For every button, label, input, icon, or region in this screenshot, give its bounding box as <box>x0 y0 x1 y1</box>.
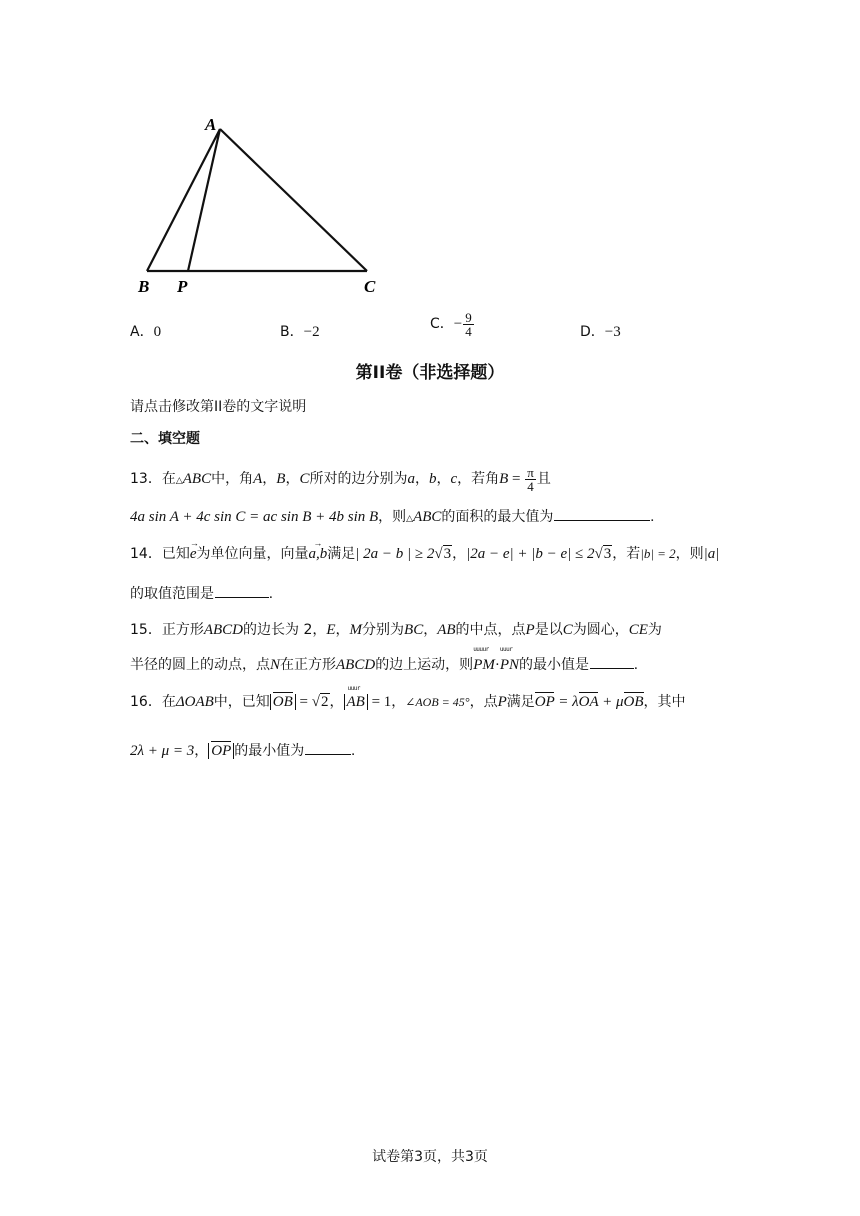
text: ， <box>262 470 277 487</box>
text: 为圆心， <box>572 622 629 638</box>
math: AB <box>437 622 456 638</box>
text: ，若 <box>612 546 641 562</box>
math: OB <box>623 694 644 710</box>
text: 为单位向量，向量 <box>196 546 309 562</box>
math-equation: 2λ + μ = 3 <box>130 743 195 759</box>
math: · <box>494 657 500 673</box>
math: a <box>407 470 415 487</box>
option-a <box>130 321 161 341</box>
section-title: 第II卷（非选择题） <box>355 363 505 383</box>
vector-e: → e <box>190 544 197 564</box>
text: 的最小值是 <box>519 657 590 673</box>
triangle-symbol: △ <box>175 474 183 485</box>
math: OA <box>578 694 599 710</box>
math-inequality: |2a − e| + |b − e| ≤ 2 <box>466 546 595 562</box>
math: N <box>270 657 281 673</box>
text: ，则 <box>675 546 704 562</box>
text: ， <box>335 622 350 638</box>
vector-pn <box>499 646 520 675</box>
text: 所对的边分别为 <box>309 470 408 487</box>
text: 的中点，点 <box>455 622 526 638</box>
text: 中，角 <box>211 470 254 487</box>
question-number: 14． <box>130 546 162 562</box>
norm-op <box>208 743 234 759</box>
math: = 1 <box>367 694 392 710</box>
question-14-line-1 <box>130 544 719 564</box>
vectors-a-b: → a,b <box>309 544 328 564</box>
text: 正方形 <box>161 622 204 638</box>
math: OP <box>534 694 555 710</box>
fraction-numerator: 9 <box>465 310 472 325</box>
text: ， <box>285 470 300 487</box>
math: ABCD <box>203 622 243 638</box>
text: 是以 <box>534 622 563 638</box>
segment-ap <box>188 129 220 271</box>
math: C <box>299 470 310 487</box>
option-value: 0 <box>153 324 162 340</box>
option-sign: − <box>453 315 463 332</box>
math: ∠AOB = 45° <box>405 695 470 709</box>
question-14-line-2 <box>130 583 273 604</box>
option-c <box>430 311 475 338</box>
math: ABCD <box>336 657 376 673</box>
question-15-line-1 <box>130 620 662 640</box>
math: |a| <box>703 546 720 562</box>
radicand: 3 <box>603 546 612 562</box>
option-letter: D． <box>580 324 605 340</box>
math: OB <box>272 694 293 710</box>
label-b: B <box>138 277 150 296</box>
side-ab <box>147 129 220 271</box>
part-title: 二、填空题 <box>130 431 200 447</box>
text: 的边长为 2， <box>243 622 327 638</box>
text: ， <box>194 743 209 759</box>
math: P <box>525 622 535 638</box>
answer-blank[interactable] <box>590 654 634 669</box>
radicand: 3 <box>443 546 452 562</box>
math: C <box>562 622 573 638</box>
question-13-line-1 <box>130 466 551 493</box>
section-note[interactable]: 请点击修改第II卷的文字说明 <box>130 399 307 415</box>
text: ，点 <box>469 694 498 710</box>
math: b <box>428 470 437 487</box>
fraction-denominator: 4 <box>465 324 472 339</box>
fraction-numerator: π <box>527 465 534 480</box>
option-letter: C． <box>430 315 454 332</box>
answer-blank[interactable] <box>305 740 351 755</box>
text: 的边上运动，则 <box>375 657 474 673</box>
option-b <box>280 321 320 341</box>
text: 的取值范围是 <box>130 586 214 602</box>
render-artifact: uuuur <box>473 646 489 653</box>
text: 的最小值为 <box>234 743 305 759</box>
text: ， <box>414 470 429 487</box>
label-a: A <box>205 115 217 134</box>
math: BC <box>404 622 424 638</box>
text: ，其中 <box>643 694 686 710</box>
answer-blank[interactable] <box>554 506 650 521</box>
math-equation: 4a sin A + 4c sin C = ac sin B + 4b sin B <box>130 509 379 525</box>
text: ，若角 <box>457 470 500 487</box>
math: |b| = 2 <box>640 546 676 561</box>
text: ， <box>423 622 438 638</box>
math-inequality: | 2a − b | ≥ 2 <box>355 546 435 562</box>
label-p: P <box>177 277 188 296</box>
math: AB <box>346 694 365 710</box>
math: = λ <box>554 694 579 710</box>
math: B <box>499 470 509 487</box>
vector-pm <box>473 646 495 675</box>
math: c <box>450 470 458 487</box>
math: E <box>326 622 336 638</box>
math: ABC <box>413 509 442 525</box>
text: ， <box>329 694 344 710</box>
math: M <box>349 622 363 638</box>
text: . <box>634 657 638 673</box>
text: 为 <box>647 622 662 638</box>
sqrt: √2 <box>311 694 329 710</box>
sqrt: √3 <box>434 546 452 562</box>
text: ，则 <box>378 509 407 525</box>
triangle-figure <box>130 108 390 298</box>
question-15-line-2 <box>130 646 638 675</box>
math: P <box>497 694 507 710</box>
label-c: C <box>364 277 376 296</box>
norm-ab <box>344 685 368 710</box>
page-footer: 试卷第3页，共3页 <box>372 1149 488 1165</box>
text: 在正方形 <box>280 657 337 673</box>
math: = <box>295 694 312 710</box>
option-value: −2 <box>303 324 320 340</box>
text: 中，已知 <box>213 694 270 710</box>
text: 在 <box>161 470 176 487</box>
fraction-pi-over-4 <box>525 466 536 493</box>
option-value: −3 <box>604 324 621 340</box>
text: ， <box>391 694 406 710</box>
text: 分别为 <box>362 622 405 638</box>
triangle-symbol: △ <box>406 513 414 523</box>
question-16-line-1 <box>130 685 686 712</box>
math: + μ <box>598 694 624 710</box>
text: 满足 <box>506 694 535 710</box>
text: 已知 <box>161 546 190 562</box>
option-fraction <box>463 311 474 338</box>
math: A <box>253 470 263 487</box>
text: 半径的圆上的动点，点 <box>130 657 270 673</box>
render-artifact: uuur <box>347 685 360 692</box>
text: ， <box>452 546 467 562</box>
question-number: 16． <box>130 694 162 710</box>
text: 且 <box>536 470 551 487</box>
option-letter: B． <box>280 324 304 340</box>
text: ， <box>436 470 451 487</box>
question-number: 13． <box>130 470 162 487</box>
math: OP <box>211 743 232 759</box>
norm-ob <box>270 694 296 710</box>
math: PM <box>473 657 495 673</box>
option-d <box>580 321 621 341</box>
math: ΔOAB <box>175 694 214 710</box>
text: 的面积的最大值为 <box>441 509 554 525</box>
question-16-line-2 <box>130 740 355 761</box>
sqrt: √3 <box>594 546 612 562</box>
option-letter: A． <box>130 324 154 340</box>
radicand: 2 <box>321 694 329 710</box>
text: . <box>650 509 655 525</box>
answer-blank[interactable] <box>215 583 269 598</box>
side-ac <box>220 129 367 271</box>
math: CE <box>628 622 648 638</box>
math: PN <box>499 657 520 673</box>
text: 在 <box>161 694 176 710</box>
math: = <box>508 470 525 487</box>
text: 满足 <box>327 546 356 562</box>
fraction-denominator: 4 <box>527 479 534 494</box>
render-artifact: uuur <box>499 646 513 653</box>
text: . <box>269 586 273 602</box>
question-13-line-2 <box>130 506 654 528</box>
math: ABC <box>182 470 212 487</box>
math: B <box>276 470 286 487</box>
text: . <box>351 743 356 759</box>
question-number: 15． <box>130 622 162 638</box>
